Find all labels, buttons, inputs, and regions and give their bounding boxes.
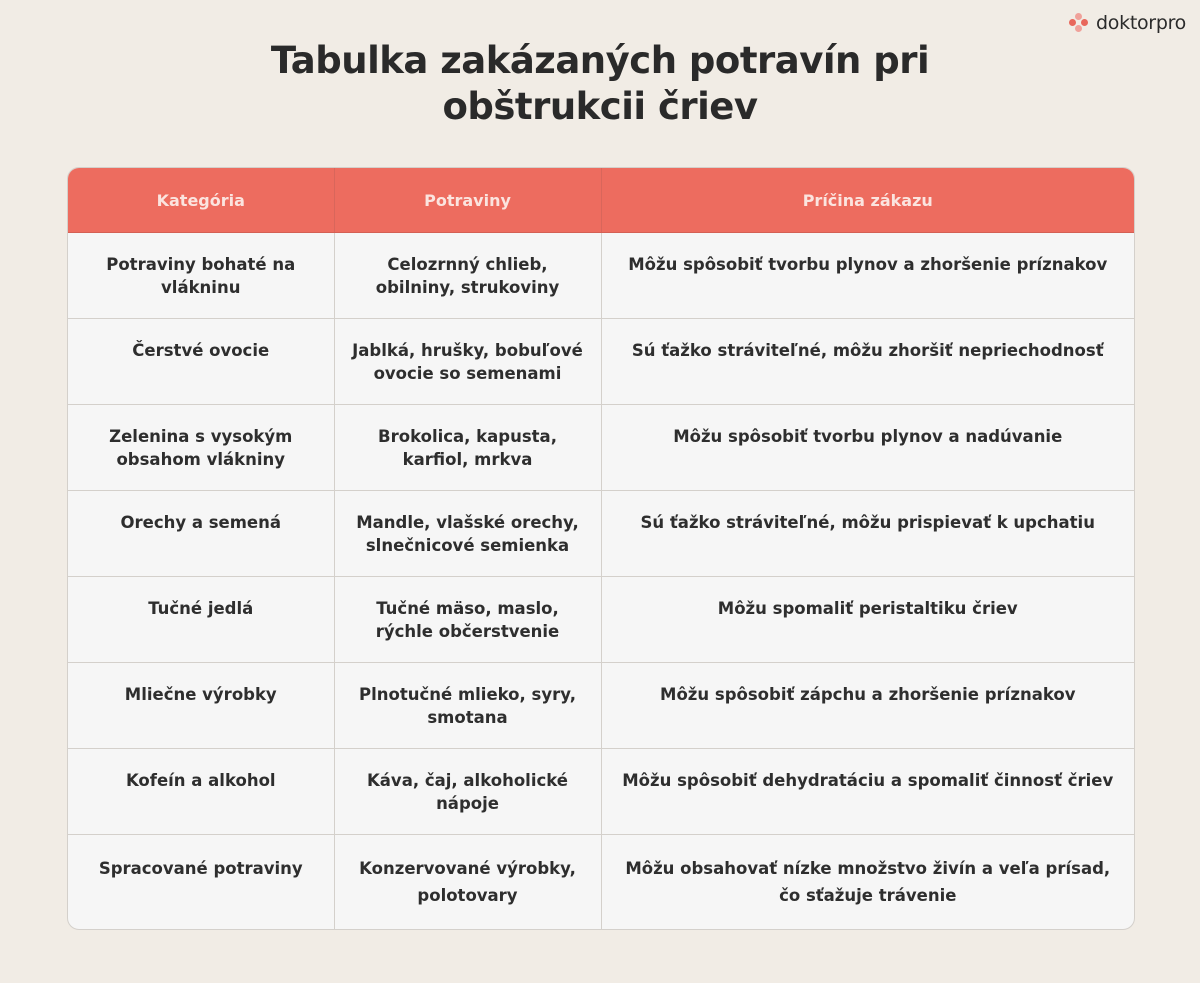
cell-reason: Môžu spôsobiť tvorbu plynov a zhoršenie príznakov bbox=[601, 233, 1134, 319]
cell-category: Čerstvé ovocie bbox=[68, 319, 334, 405]
cell-category: Potraviny bohaté na vlákninu bbox=[68, 233, 334, 319]
cell-category: Kofeín a alkohol bbox=[68, 749, 334, 835]
table-row bbox=[68, 835, 1134, 930]
table-row bbox=[68, 577, 1134, 663]
table-header-row bbox=[68, 168, 1134, 233]
brand-name: doktorpro bbox=[1096, 12, 1186, 34]
cell-foods: Brokolica, kapusta, karfiol, mrkva bbox=[334, 405, 601, 491]
header-reason: Príčina zákazu bbox=[601, 168, 1134, 233]
cell-foods: Káva, čaj, alkoholické nápoje bbox=[334, 749, 601, 835]
cell-category: Orechy a semená bbox=[68, 491, 334, 577]
cell-category: Zelenina s vysokým obsahom vlákniny bbox=[68, 405, 334, 491]
cell-reason: Môžu obsahovať nízke množstvo živín a veľa prísad, čo sťažuje trávenie bbox=[625, 859, 1111, 905]
cell-category: Mliečne výrobky bbox=[68, 663, 334, 749]
table-row bbox=[68, 319, 1134, 405]
logo-icon bbox=[1069, 13, 1089, 33]
cell-reason: Môžu spomaliť peristaltiku čriev bbox=[601, 577, 1134, 663]
table-row bbox=[68, 663, 1134, 749]
cell-foods: Konzervované výrobky, polotovary bbox=[334, 835, 601, 930]
cell-foods: Tučné mäso, maslo, rýchle občerstvenie bbox=[334, 577, 601, 663]
table-row bbox=[68, 233, 1134, 319]
page-title bbox=[0, 38, 1200, 130]
food-table bbox=[67, 167, 1135, 930]
title-line-2: obštrukcii čriev bbox=[442, 85, 758, 128]
cell-reason: Sú ťažko stráviteľné, môžu prispievať k upchatiu bbox=[601, 491, 1134, 577]
brand-logo bbox=[1069, 12, 1186, 34]
cell-category: Tučné jedlá bbox=[68, 577, 334, 663]
cell-foods: Jablká, hrušky, bobuľové ovocie so semenami bbox=[334, 319, 601, 405]
table-row bbox=[68, 405, 1134, 491]
table-row bbox=[68, 491, 1134, 577]
table-row bbox=[68, 749, 1134, 835]
header-category: Kategória bbox=[68, 168, 334, 233]
cell-reason: Sú ťažko stráviteľné, môžu zhoršiť nepriechodnosť bbox=[601, 319, 1134, 405]
cell-foods: Mandle, vlašské orechy, slnečnicové semienka bbox=[334, 491, 601, 577]
cell-reason: Môžu spôsobiť dehydratáciu a spomaliť činnosť čriev bbox=[601, 749, 1134, 835]
cell-foods: Celozrnný chlieb, obilniny, strukoviny bbox=[334, 233, 601, 319]
cell-reason: Môžu spôsobiť tvorbu plynov a nadúvanie bbox=[601, 405, 1134, 491]
cell-category: Spracované potraviny bbox=[68, 835, 334, 930]
header-foods: Potraviny bbox=[334, 168, 601, 233]
title-line-1: Tabulka zakázaných potravín pri bbox=[270, 39, 930, 82]
cell-foods: Plnotučné mlieko, syry, smotana bbox=[334, 663, 601, 749]
cell-reason: Môžu spôsobiť zápchu a zhoršenie príznakov bbox=[601, 663, 1134, 749]
